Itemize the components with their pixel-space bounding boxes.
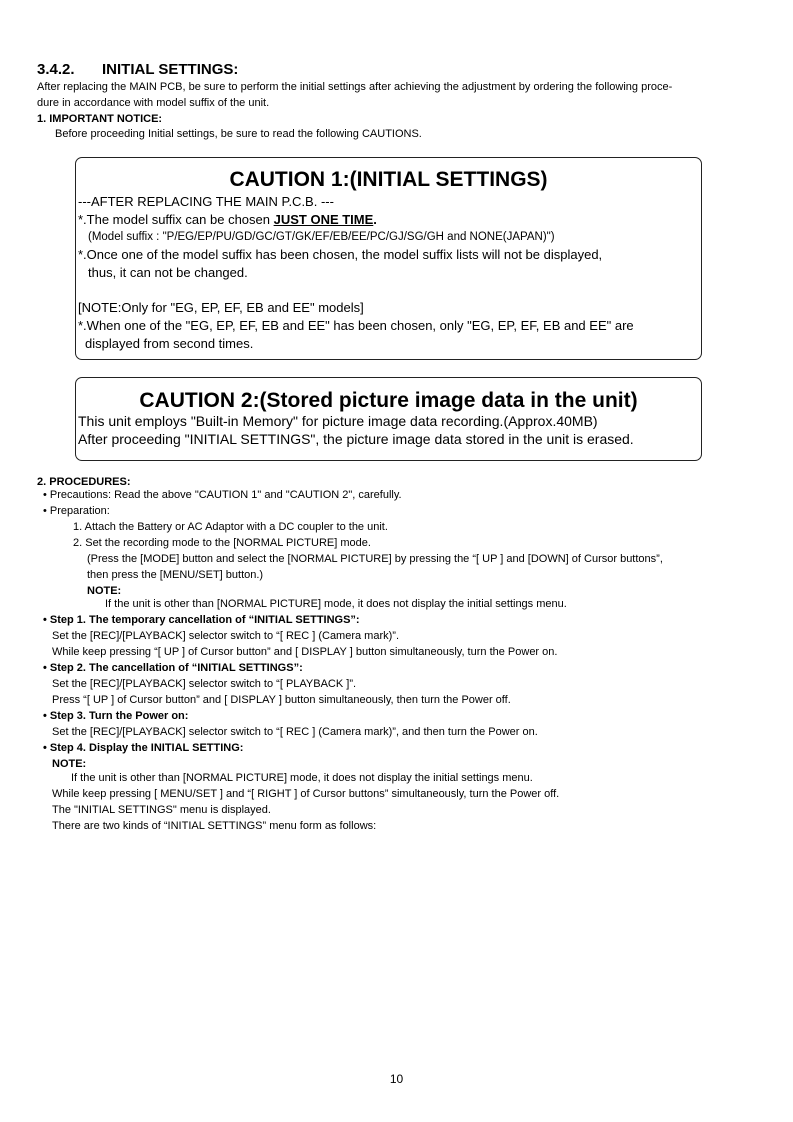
step-2-title: • Step 2. The cancellation of “INITIAL SETTINGS”: — [43, 662, 303, 674]
step-4-line-4: There are two kinds of “INITIAL SETTINGS” menu form as follows: — [52, 820, 377, 832]
step-4-line-1: If the unit is other than [NORMAL PICTURE] mode, it does not display the initial settings menu. — [71, 772, 533, 784]
step-3-line-1: Set the [REC]/[PLAYBACK] selector switch to “[ REC ] (Camera mark)”, and then turn the Power on. — [52, 726, 538, 738]
step-4-line-2: While keep pressing [ MENU/SET ] and “[ RIGHT ] of Cursor buttons” simultaneously, turn the Power off. — [52, 788, 560, 800]
caution-1-line-2-end: . — [373, 212, 377, 227]
caution-1-line-1: ---AFTER REPLACING THE MAIN P.C.B. --- — [78, 194, 334, 209]
procedures-heading: 2. PROCEDURES: — [37, 476, 131, 488]
just-one-time-emphasis: JUST ONE TIME — [273, 212, 374, 227]
caution-1-line-2 — [78, 212, 377, 227]
page-number: 10 — [389, 1072, 404, 1086]
step-4-title: • Step 4. Display the INITIAL SETTING: — [43, 742, 244, 754]
caution-1-note: [NOTE:Only for "EG, EP, EF, EB and EE" models] — [78, 300, 364, 315]
intro-line-2: dure in accordance with model suffix of the unit. — [37, 97, 270, 109]
step-4-line-3: The "INITIAL SETTINGS" menu is displayed. — [52, 804, 271, 816]
preparation-step-2-detail-1: (Press the [MODE] button and select the [NORMAL PICTURE] by pressing the “[ UP ] and [DOWN] of Cursor buttons”, — [87, 553, 663, 565]
preparation-label: • Preparation: — [43, 505, 110, 517]
caution-2-line-1: This unit employs "Built-in Memory" for picture image data recording.(Approx.40MB) — [78, 413, 598, 429]
step-1-line-2: While keep pressing “[ UP ] of Cursor button” and [ DISPLAY ] button simultaneously, turn the Power on. — [52, 646, 558, 658]
intro-line-1: After replacing the MAIN PCB, be sure to perform the initial settings after achieving the adjustment by ordering the following proce- — [37, 81, 673, 93]
step-1-title: • Step 1. The temporary cancellation of “INITIAL SETTINGS”: — [43, 614, 360, 626]
caution-1-line-7: *.When one of the "EG, EP, EF, EB and EE" has been chosen, only "EG, EP, EF, EB and EE" are — [78, 318, 634, 333]
caution-1-line-2-text: *.The model suffix can be chosen — [78, 212, 274, 227]
step-3-title: • Step 3. Turn the Power on: — [43, 710, 189, 722]
caution-1-line-8: displayed from second times. — [85, 336, 254, 351]
caution-1-model-suffix-list: (Model suffix : "P/EG/EP/PU/GD/GC/GT/GK/EF/EB/EE/PC/GJ/SG/GH and NONE(JAPAN)") — [88, 231, 555, 243]
preparation-step-2-detail-2: then press the [MENU/SET] button.) — [87, 569, 264, 581]
preparation-step-2: 2. Set the recording mode to the [NORMAL PICTURE] mode. — [73, 537, 371, 549]
preparation-note-label: NOTE: — [87, 585, 122, 597]
caution-2-title: CAUTION 2:(Stored picture image data in the unit) — [139, 389, 638, 412]
preparation-step-1: 1. Attach the Battery or AC Adaptor with a DC coupler to the unit. — [73, 521, 388, 533]
caution-2-line-2: After proceeding "INITIAL SETTINGS", the picture image data stored in the unit is erased. — [78, 431, 634, 447]
notice-text: Before proceeding Initial settings, be sure to read the following CAUTIONS. — [55, 128, 422, 140]
step-1-line-1: Set the [REC]/[PLAYBACK] selector switch to “[ REC ] (Camera mark)”. — [52, 630, 399, 642]
section-number: 3.4.2. — [37, 61, 75, 78]
step-2-line-1: Set the [REC]/[PLAYBACK] selector switch to “[ PLAYBACK ]”. — [52, 678, 357, 690]
notice-heading: 1. IMPORTANT NOTICE: — [37, 113, 163, 125]
precautions-text: • Precautions: Read the above "CAUTION 1" and "CAUTION 2", carefully. — [43, 489, 402, 501]
section-title: INITIAL SETTINGS: — [102, 61, 239, 78]
caution-1-line-5: thus, it can not be changed. — [88, 265, 248, 280]
caution-1-title: CAUTION 1:(INITIAL SETTINGS) — [229, 168, 548, 191]
caution-1-line-4: *.Once one of the model suffix has been chosen, the model suffix lists will not be displayed, — [78, 247, 603, 262]
preparation-note-text: If the unit is other than [NORMAL PICTURE] mode, it does not display the initial settings menu. — [105, 598, 567, 610]
step-4-note-label: NOTE: — [52, 758, 87, 770]
step-2-line-2: Press “[ UP ] of Cursor button” and [ DISPLAY ] button simultaneously, then turn the Power off. — [52, 694, 511, 706]
